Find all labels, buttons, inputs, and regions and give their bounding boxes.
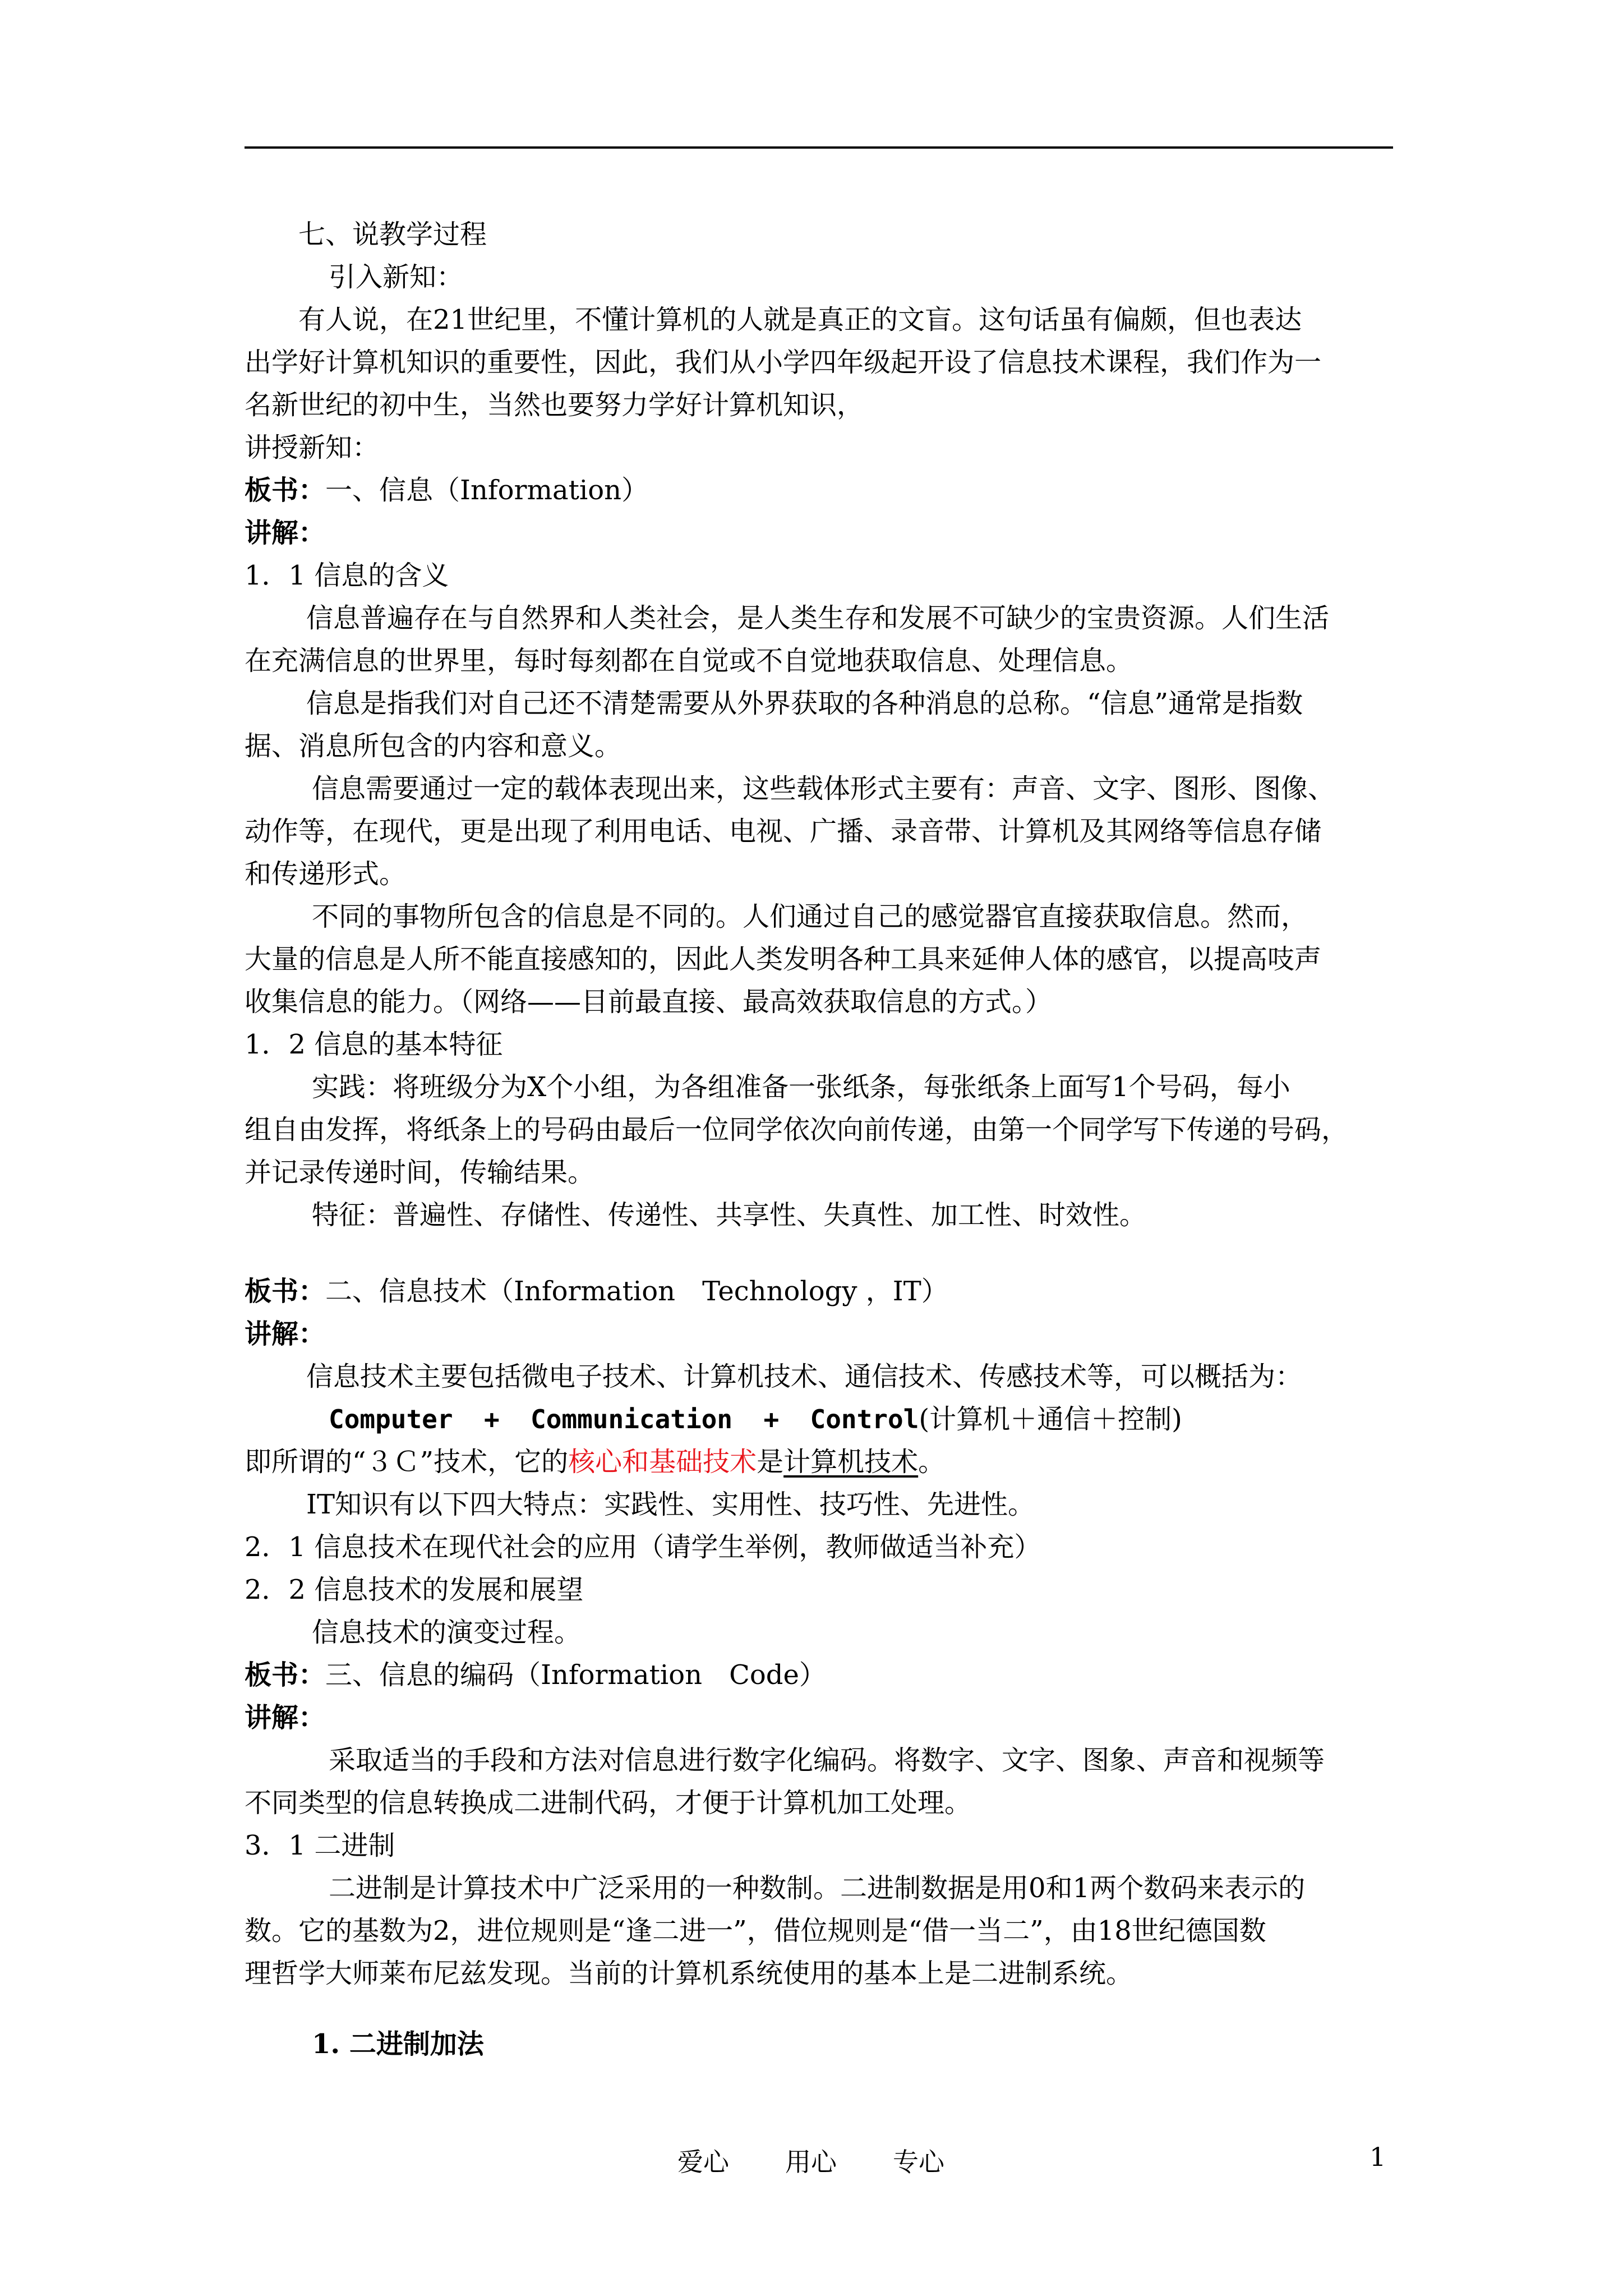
paragraph-line: 二进制是计算技术中广泛采用的一种数制。二进制数据是用0和1两个数码来表示的 bbox=[329, 1872, 1306, 1904]
subsection-title: 1．1 信息的含义 bbox=[245, 560, 449, 591]
paragraph-line: 大量的信息是人所不能直接感知的，因此人类发明各种工具来延伸人体的感官，以提高吱声 bbox=[245, 944, 1322, 975]
explain-label: 讲解： bbox=[245, 1702, 326, 1733]
paragraph-line: 组自由发挥，将纸条上的号码由最后一位同学依次向前传递，由第一个同学写下传递的号码， bbox=[245, 1114, 1349, 1145]
board-line-1 bbox=[245, 469, 1403, 512]
header-rule bbox=[245, 146, 1393, 149]
paragraph-line: 不同类型的信息转换成二进制代码，才便于计算机加工处理。 bbox=[245, 1787, 972, 1819]
three-c-line bbox=[245, 1441, 1403, 1483]
subsection-title: 2．2 信息技术的发展和展望 bbox=[245, 1574, 584, 1605]
paragraph-line: 信息是指我们对自己还不清楚需要从外界获取的各种消息的总称。“信息”通常是指数 bbox=[306, 688, 1303, 719]
board-label: 板书： bbox=[245, 1659, 326, 1691]
subsection-title: 2．1 信息技术在现代社会的应用（请学生举例，教师做适当补充） bbox=[245, 1531, 1041, 1563]
paragraph-line: 并记录传递时间，传输结果。 bbox=[245, 1157, 595, 1188]
intro-line: 有人说，在21世纪里，不懂计算机的人就是真正的文盲。这句话虽有偏颇，但也表达 bbox=[298, 304, 1302, 335]
it-features-line: IT知识有以下四大特点：实践性、实用性、技巧性、先进性。 bbox=[306, 1489, 1035, 1520]
paragraph-line: 据、消息所包含的内容和意义。 bbox=[245, 730, 622, 762]
board-text: 一、信息（Information） bbox=[325, 475, 649, 506]
page-footer bbox=[0, 2142, 1623, 2181]
footer-motto bbox=[677, 2142, 944, 2179]
intro-label: 引入新知： bbox=[329, 261, 464, 293]
new-knowledge-label: 讲授新知： bbox=[245, 432, 380, 463]
paragraph-line: 理哲学大师莱布尼兹发现。当前的计算机系统使用的基本上是二进制系统。 bbox=[245, 1958, 1133, 1989]
formula-translation: (计算机＋通信＋控制) bbox=[919, 1404, 1182, 1435]
footer-motto-item: 爱心 bbox=[677, 2147, 729, 2177]
paragraph-line: 信息技术主要包括微电子技术、计算机技术、通信技术、传感技术等，可以概括为： bbox=[306, 1361, 1303, 1392]
board-text: 二、信息技术（Information Technology ，IT） bbox=[325, 1276, 948, 1307]
paragraph-line: 和传递形式。 bbox=[245, 858, 407, 890]
paragraph-line: 信息普遍存在与自然界和人类社会，是人类生存和发展不可缺少的宝贵资源。人们生活 bbox=[306, 602, 1330, 634]
underlined-text: 计算机技术 bbox=[783, 1446, 919, 1478]
paragraph-line: 实践：将班级分为X个小组，为各组准备一张纸条，每张纸条上面写1个号码，每小 bbox=[312, 1071, 1290, 1103]
footer-motto-item: 用心 bbox=[785, 2147, 837, 2177]
board-line-2 bbox=[245, 1270, 1403, 1313]
paragraph-line: 采取适当的手段和方法对信息进行数字化编码。将数字、文字、图象、声音和视频等 bbox=[329, 1745, 1325, 1776]
board-text: 三、信息的编码（Information Code） bbox=[325, 1659, 826, 1691]
paragraph-line: 信息需要通过一定的载体表现出来，这些载体形式主要有：声音、文字、图形、图像、 bbox=[312, 773, 1335, 804]
paragraph-line: 收集信息的能力。（网络——目前最直接、最高效获取信息的方式。） bbox=[245, 986, 1053, 1018]
paragraph-line: 不同的事物所包含的信息是不同的。人们通过自己的感觉器官直接获取信息。然而， bbox=[312, 901, 1308, 932]
three-c-prefix: 即所谓的“３Ｃ”技术，它的 bbox=[245, 1446, 569, 1478]
features-line: 特征：普遍性、存储性、传递性、共享性、失真性、加工性、时效性。 bbox=[312, 1199, 1147, 1231]
document-body bbox=[245, 213, 1403, 2065]
binary-addition-heading: 1. 二进制加法 bbox=[312, 2028, 484, 2060]
subsection-title: 1．2 信息的基本特征 bbox=[245, 1029, 503, 1060]
intro-line: 名新世纪的初中生，当然也要努力学好计算机知识， bbox=[245, 389, 864, 421]
footer-motto-item: 专心 bbox=[893, 2147, 944, 2177]
formula-text: Computer + Communication + Control bbox=[329, 1404, 919, 1434]
paragraph-line: 动作等，在现代，更是出现了利用电话、电视、广播、录音带、计算机及其网络等信息存储 bbox=[245, 816, 1322, 847]
board-label: 板书： bbox=[245, 475, 326, 506]
explain-label: 讲解： bbox=[245, 517, 326, 549]
three-c-formula bbox=[245, 1398, 1403, 1441]
intro-line: 出学好计算机知识的重要性，因此，我们从小学四年级起开设了信息技术课程，我们作为一 bbox=[245, 347, 1322, 378]
paragraph-line: 在充满信息的世界里，每时每刻都在自觉或不自觉地获取信息、处理信息。 bbox=[245, 645, 1133, 677]
board-label: 板书： bbox=[245, 1276, 326, 1307]
highlight-text: 核心和基础技术 bbox=[568, 1446, 757, 1478]
board-line-3 bbox=[245, 1654, 1403, 1696]
section-heading: 七、说教学过程 bbox=[298, 219, 487, 250]
three-c-middle: 是 bbox=[757, 1446, 784, 1478]
three-c-suffix: 。 bbox=[918, 1446, 946, 1478]
explain-label: 讲解： bbox=[245, 1318, 326, 1350]
paragraph-line: 信息技术的演变过程。 bbox=[312, 1617, 582, 1648]
paragraph-line: 数。它的基数为2，进位规则是“逢二进一”，借位规则是“借一当二”，由18世纪德国数 bbox=[245, 1915, 1266, 1947]
page-number: 1 bbox=[1370, 2142, 1386, 2172]
subsection-title: 3．1 二进制 bbox=[245, 1830, 395, 1861]
